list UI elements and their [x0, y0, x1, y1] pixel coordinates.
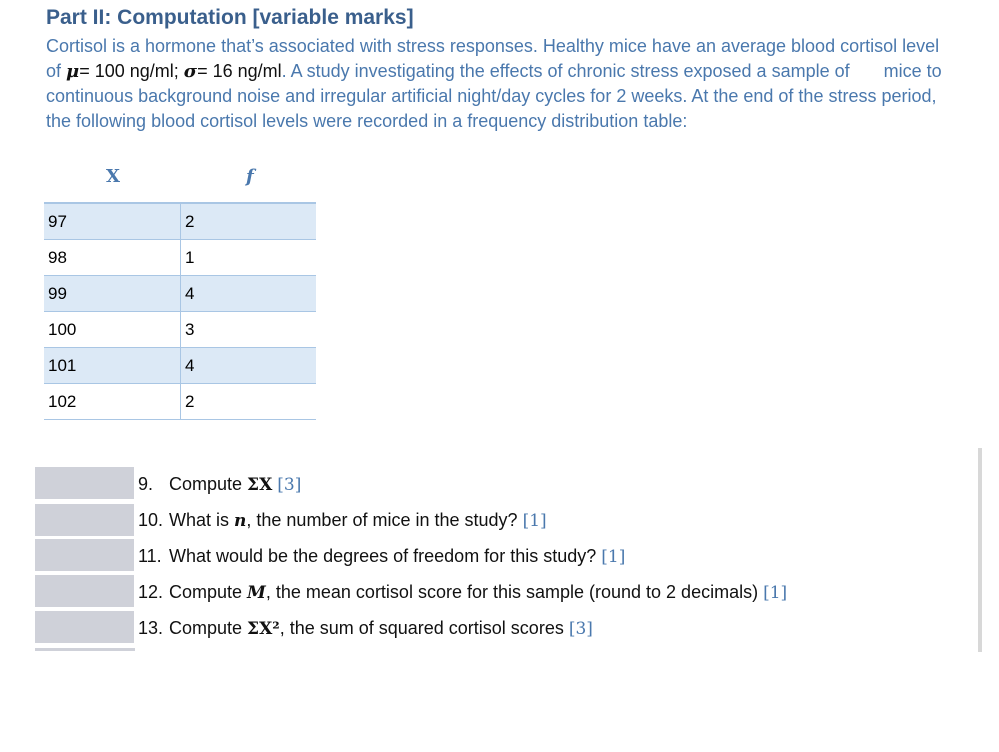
intro-text-2: . A study investigating the effects of chronic stress exposed a sample of	[281, 61, 850, 81]
table-row	[44, 312, 316, 348]
answer-box-q13[interactable]	[35, 611, 134, 643]
x-cell: 100	[44, 312, 181, 348]
question-number: 11.	[138, 546, 162, 566]
answer-box-q10[interactable]	[35, 504, 134, 536]
f-cell: 4	[181, 348, 317, 384]
x-cell: 98	[44, 240, 181, 276]
column-header-f: f	[246, 166, 254, 187]
intro-text-3: mice to continuous background noise and irregular artificial night/day cycles for 2 weeks. At the end of the stress period, the following blood cortisol levels were recorded in a frequency distribution table:	[46, 61, 942, 131]
x-cell: 97	[44, 203, 181, 240]
question-number: 12.	[138, 582, 164, 602]
question-symbol: n	[234, 511, 247, 531]
column-header-x: X	[106, 166, 120, 187]
question-marks: [1]	[763, 583, 788, 603]
table-row	[44, 384, 316, 420]
question-12	[138, 582, 787, 603]
question-13	[138, 618, 593, 639]
x-cell: 102	[44, 384, 181, 420]
divider	[35, 648, 135, 651]
question-symbol: ΣX	[247, 475, 273, 495]
answer-box-q11[interactable]	[35, 539, 134, 571]
answer-box-q12[interactable]	[35, 575, 134, 607]
question-text: Compute	[169, 474, 248, 494]
question-text-post: , the sum of squared cortisol scores	[279, 618, 564, 638]
question-marks: [3]	[277, 475, 302, 495]
question-text: Compute	[169, 618, 248, 638]
section-title: Part II: Computation [variable marks]	[46, 6, 414, 29]
frequency-table	[44, 202, 316, 420]
question-number: 10.	[138, 510, 164, 530]
f-cell: 4	[181, 276, 317, 312]
f-cell: 2	[181, 203, 317, 240]
question-marks: [1]	[601, 547, 626, 567]
question-11	[138, 546, 625, 567]
f-cell: 2	[181, 384, 317, 420]
question-number: 9.	[138, 474, 154, 494]
question-text: What is	[169, 510, 235, 530]
question-marks: [1]	[522, 511, 547, 531]
sigma-symbol: σ	[183, 61, 198, 82]
question-text-post: , the number of mice in the study?	[246, 510, 518, 530]
question-marks: [3]	[568, 619, 593, 639]
x-cell: 99	[44, 276, 181, 312]
question-symbol: ΣX²	[247, 619, 280, 639]
mu-symbol: μ	[66, 61, 80, 82]
answer-box-q9[interactable]	[35, 467, 134, 499]
question-10	[138, 510, 547, 531]
question-text-post: , the mean cortisol score for this sample (round to 2 decimals)	[265, 582, 759, 602]
table-row	[44, 240, 316, 276]
scrollbar-edge	[978, 448, 982, 652]
intro-text-1: Cortisol is a hormone that’s associated with stress responses. Healthy mice have an average blood cortisol level of	[46, 36, 940, 81]
table-row	[44, 276, 316, 312]
question-text: Compute	[169, 582, 248, 602]
f-cell: 1	[181, 240, 317, 276]
intro-paragraph	[46, 34, 956, 134]
question-9	[138, 474, 301, 495]
table-row	[44, 203, 316, 240]
x-cell: 101	[44, 348, 181, 384]
sigma-value: = 16 ng/ml	[197, 61, 282, 81]
question-symbol: M	[247, 583, 266, 603]
f-cell: 3	[181, 312, 317, 348]
question-number: 13.	[138, 618, 164, 638]
table-row	[44, 348, 316, 384]
mu-value: = 100 ng/ml;	[79, 61, 179, 81]
question-text: What would be the degrees of freedom for this study?	[169, 546, 597, 566]
